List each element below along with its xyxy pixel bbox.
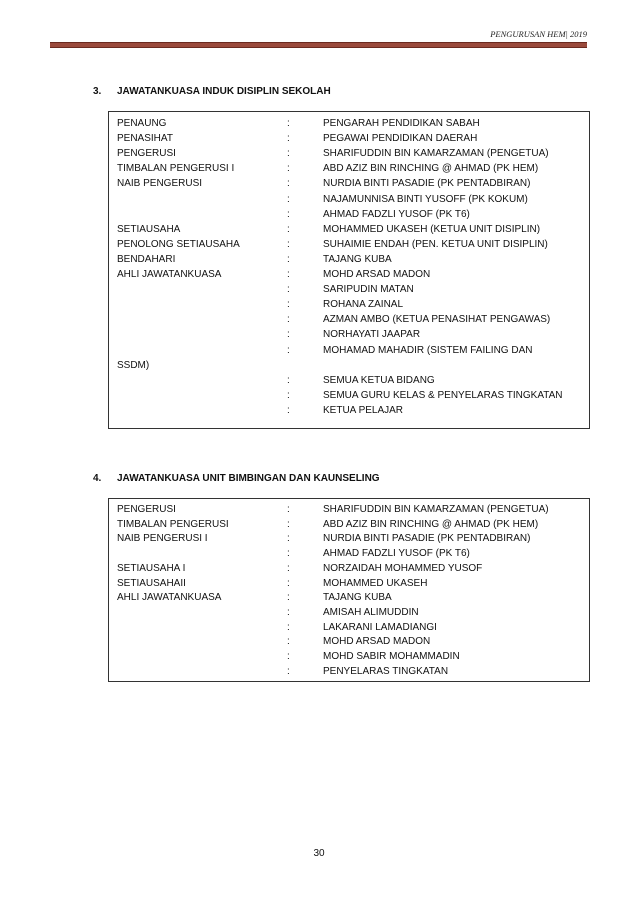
row-colon: : xyxy=(287,665,290,677)
section-4-committee-box xyxy=(108,498,590,682)
row-colon: : xyxy=(287,592,290,604)
row-colon: : xyxy=(287,504,290,515)
committee-row xyxy=(109,358,589,373)
row-colon: : xyxy=(287,344,290,356)
row-colon: : xyxy=(287,133,290,145)
row-colon: : xyxy=(287,253,290,265)
committee-role: SSDM) xyxy=(117,359,150,371)
committee-role: NAIB PENGERUSI I xyxy=(117,533,208,545)
row-colon: : xyxy=(287,299,290,311)
committee-row xyxy=(109,576,589,591)
committee-role: AHLI JAWATANKUASA xyxy=(117,592,222,604)
committee-role: BENDAHARI xyxy=(117,253,176,265)
committee-member-name: AMISAH ALIMUDDIN xyxy=(323,606,419,618)
section-4-title xyxy=(93,473,380,484)
committee-member-name: LAKARANI LAMADIANGI xyxy=(323,621,437,633)
committee-member-name: SHARIFUDDIN BIN KAMARZAMAN (PENGETUA) xyxy=(323,148,549,160)
committee-role: SETIAUSAHA I xyxy=(117,562,186,574)
committee-row xyxy=(109,176,589,191)
committee-member-name: AHMAD FADZLI YUSOF (PK T6) xyxy=(323,208,470,220)
committee-member-name: NURDIA BINTI PASADIE (PK PENTADBIRAN) xyxy=(323,178,531,190)
committee-member-name: SARIPUDIN MATAN xyxy=(323,284,414,296)
committee-member-name: NURDIA BINTI PASADIE (PK PENTADBIRAN) xyxy=(323,533,531,545)
row-colon: : xyxy=(287,533,290,545)
committee-row xyxy=(109,388,589,403)
committee-row xyxy=(109,373,589,388)
committee-member-name: SUHAIMIE ENDAH (PEN. KETUA UNIT DISIPLIN) xyxy=(323,238,548,250)
row-colon: : xyxy=(287,651,290,662)
section-3-committee-box xyxy=(108,111,590,429)
committee-row xyxy=(109,403,589,418)
committee-member-name: ABD AZIZ BIN RINCHING @ AHMAD (PK HEM) xyxy=(323,163,539,175)
row-colon: : xyxy=(287,284,290,296)
row-colon: : xyxy=(287,329,290,341)
committee-row xyxy=(109,222,589,237)
row-colon: : xyxy=(287,621,290,633)
committee-member-name: AZMAN AMBO (KETUA PENASIHAT PENGAWAS) xyxy=(323,314,551,326)
committee-member-name: PENYELARAS TINGKATAN xyxy=(323,665,449,677)
committee-row xyxy=(109,327,589,342)
committee-member-name: MOHAMMED UKASEH (KETUA UNIT DISIPLIN) xyxy=(323,223,541,235)
committee-member-name: NORZAIDAH MOHAMMED YUSOF xyxy=(323,562,483,574)
committee-row xyxy=(109,282,589,297)
committee-member-name: MOHAMAD MAHADIR (SISTEM FAILING DAN xyxy=(323,344,533,356)
row-colon: : xyxy=(287,374,290,386)
row-colon: : xyxy=(287,389,290,401)
row-colon: : xyxy=(287,562,290,574)
row-colon: : xyxy=(287,548,290,560)
committee-role: SETIAUSAHA xyxy=(117,223,181,235)
row-colon: : xyxy=(287,238,290,250)
committee-row xyxy=(109,267,589,282)
row-colon: : xyxy=(287,163,290,175)
committee-role: AHLI JAWATANKUASA xyxy=(117,269,222,280)
committee-member-name: NORHAYATI JAAPAR xyxy=(323,329,421,341)
row-colon: : xyxy=(287,223,290,235)
committee-member-name: MOHD ARSAD MADON xyxy=(323,636,431,648)
row-colon: : xyxy=(287,577,290,589)
committee-row xyxy=(109,343,589,358)
committee-row xyxy=(109,634,589,649)
section-4-number: 4. xyxy=(93,473,102,484)
committee-row xyxy=(109,116,589,131)
committee-member-name: SEMUA GURU KELAS & PENYELARAS TINGKATAN xyxy=(323,389,563,401)
section-4-heading: JAWATANKUASA UNIT BIMBINGAN DAN KAUNSELING xyxy=(117,473,380,484)
committee-member-name: MOHD ARSAD MADON xyxy=(323,269,431,280)
committee-member-name: KETUA PELAJAR xyxy=(323,404,404,416)
committee-member-name: TAJANG KUBA xyxy=(323,253,392,265)
committee-row xyxy=(109,620,589,635)
committee-role: PENASIHAT xyxy=(117,133,173,145)
committee-row xyxy=(109,207,589,222)
row-colon: : xyxy=(287,518,290,530)
committee-member-name: NAJAMUNNISA BINTI YUSOFF (PK KOKUM) xyxy=(323,193,528,205)
committee-role: TIMBALAN PENGERUSI I xyxy=(117,163,235,175)
row-colon: : xyxy=(287,636,290,648)
committee-row xyxy=(109,590,589,605)
committee-member-name: SHARIFUDDIN BIN KAMARZAMAN (PENGETUA) xyxy=(323,504,549,515)
committee-role: SETIAUSAHAII xyxy=(117,577,186,589)
committee-member-name: PENGARAH PENDIDIKAN SABAH xyxy=(323,118,480,129)
committee-row xyxy=(109,546,589,561)
committee-role: PENAUNG xyxy=(117,118,167,129)
committee-member-name: SEMUA KETUA BIDANG xyxy=(323,374,435,386)
committee-row xyxy=(109,252,589,267)
row-colon: : xyxy=(287,193,290,205)
row-colon: : xyxy=(287,606,290,618)
committee-row xyxy=(109,561,589,576)
committee-member-name: AHMAD FADZLI YUSOF (PK T6) xyxy=(323,548,470,560)
committee-member-name: MOHAMMED UKASEH xyxy=(323,577,428,589)
committee-row xyxy=(109,146,589,161)
row-colon: : xyxy=(287,314,290,326)
section-3-heading: JAWATANKUASA INDUK DISIPLIN SEKOLAH xyxy=(117,86,331,97)
committee-member-name: MOHD SABIR MOHAMMADIN xyxy=(323,651,460,662)
committee-row xyxy=(109,605,589,620)
committee-row xyxy=(109,664,589,679)
committee-role: PENGERUSI xyxy=(117,504,176,515)
committee-row xyxy=(109,312,589,327)
row-colon: : xyxy=(287,269,290,280)
committee-row xyxy=(109,502,589,517)
committee-row xyxy=(109,517,589,532)
committee-role: TIMBALAN PENGERUSI xyxy=(117,518,229,530)
committee-role: NAIB PENGERUSI xyxy=(117,178,203,190)
committee-member-name: ROHANA ZAINAL xyxy=(323,299,404,311)
committee-member-name: TAJANG KUBA xyxy=(323,592,392,604)
committee-row xyxy=(109,297,589,312)
committee-row xyxy=(109,531,589,546)
committee-role: PENOLONG SETIAUSAHA xyxy=(117,238,240,250)
committee-row xyxy=(109,131,589,146)
row-colon: : xyxy=(287,404,290,416)
committee-row xyxy=(109,192,589,207)
committee-row xyxy=(109,237,589,252)
page-number: 30 xyxy=(313,848,325,859)
committee-member-name: PEGAWAI PENDIDIKAN DAERAH xyxy=(323,133,478,145)
committee-member-name: ABD AZIZ BIN RINCHING @ AHMAD (PK HEM) xyxy=(323,518,539,530)
header-divider xyxy=(50,42,587,48)
row-colon: : xyxy=(287,178,290,190)
committee-row xyxy=(109,161,589,176)
page-header-title: PENGURUSAN HEM| 2019 xyxy=(490,29,587,39)
committee-row xyxy=(109,649,589,664)
committee-role: PENGERUSI xyxy=(117,148,176,160)
row-colon: : xyxy=(287,208,290,220)
section-3-number: 3. xyxy=(93,86,102,97)
row-colon: : xyxy=(287,148,290,160)
row-colon: : xyxy=(287,118,290,129)
section-3-title xyxy=(93,86,331,97)
